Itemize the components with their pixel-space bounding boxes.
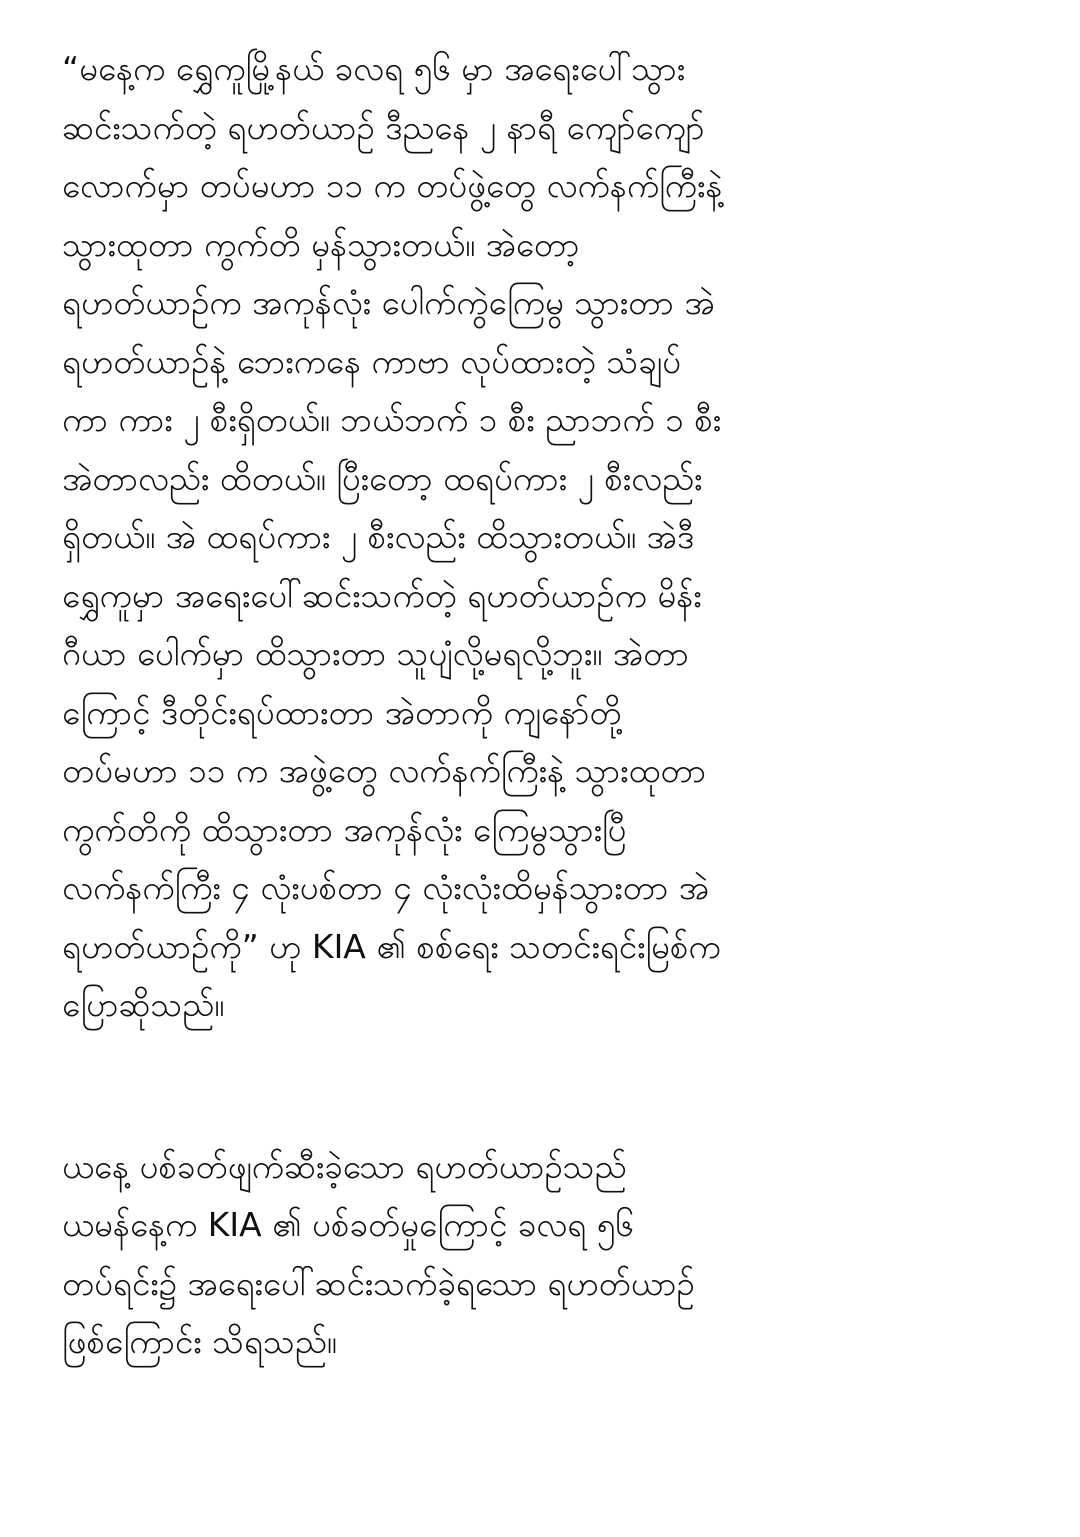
text-line: ကာ ကား ၂ စီးရှိတယ်။ ဘယ်ဘက် ၁ စီး ညာဘက် ၁ စီး bbox=[62, 400, 722, 439]
text-line: ဆင်းသက်တဲ့ ရဟတ်ယာဉ် ဒီညနေ ၂ နာရီ ကျော်ကျော် bbox=[62, 107, 705, 147]
text-line: ဂီယာ ပေါက်မှာ ထိသွားတာ သူပျံလို့မရလို့ဘူး။ အဲတာ bbox=[62, 634, 689, 673]
text-line: အဲတာလည်း ထိတယ်။ ပြီးတော့ ထရပ်ကား ၂ စီးလည်း bbox=[62, 458, 703, 498]
text-line: ရွှေကူမှာ အရေးပေါ်ဆင်းသက်တဲ့ ရဟတ်ယာဉ်က မိန်း bbox=[62, 575, 702, 615]
text-line: သွားထုတာ ကွက်တိ မှန်သွားတယ်။ အဲတော့ bbox=[62, 224, 580, 264]
paragraph-spacer bbox=[62, 1035, 1022, 1138]
paragraph-summary bbox=[62, 1138, 1022, 1372]
text-line: “မနေ့က ရွှေကူမြို့နယ် ခလရ ၅၆ မှာ အရေးပေါ်သွား bbox=[62, 49, 686, 88]
text-line: ရဟတ်ယာဉ်နဲ့ ဘေးကနေ ကာဗာ လုပ်ထားတဲ့ သံချပ် bbox=[62, 341, 681, 381]
text-line: ကြောင့် ဒီတိုင်းရပ်ထားတာ အဲတာကို ကျနော်တို့ bbox=[62, 692, 622, 732]
text-line: ဖြစ်ကြောင်း သိရသည်။ bbox=[62, 1322, 337, 1361]
text-line: ပြောဆိုသည်။ bbox=[62, 985, 225, 1024]
text-line: လောက်မှာ တပ်မဟာ ၁၁ က တပ်ဖွဲ့တွေ လက်နက်ကြီးနဲ့ bbox=[62, 166, 723, 205]
text-line: ရဟတ်ယာဉ်ကို” ဟု KIA ၏ စစ်ရေး သတင်းရင်းမြစ်က bbox=[62, 926, 721, 966]
text-line: ကွက်တိကို ထိသွားတာ အကုန်လုံး ကြေမွသွားပြီ bbox=[62, 809, 627, 849]
text-line: လက်နက်ကြီး ၄ လုံးပစ်တာ ၄ လုံးလုံးထိမှန်သွားတာ အဲ bbox=[62, 868, 710, 907]
paragraph-quote bbox=[62, 40, 1022, 1035]
article-body bbox=[62, 40, 1022, 1372]
text-line: တပ်ရင်း၌ အရေးပေါ်ဆင်းသက်ခဲ့ရသော ရဟတ်ယာဉ် bbox=[62, 1263, 695, 1303]
text-line: ရှိတယ်။ အဲ ထရပ်ကား ၂ စီးလည်း ထိသွားတယ်။ အဲဒီ bbox=[62, 517, 695, 556]
text-line: တပ်မဟာ ၁၁ က အဖွဲ့တွေ လက်နက်ကြီးနဲ့ သွားထုတာ bbox=[62, 751, 707, 790]
text-line: ယနေ့ ပစ်ခတ်ဖျက်ဆီးခဲ့သော ရဟတ်ယာဉ်သည် bbox=[62, 1146, 627, 1186]
text-line: ရဟတ်ယာဉ်က အကုန်လုံး ပေါက်ကွဲကြေမွ သွားတာ အဲ bbox=[62, 283, 715, 322]
text-line: ယမန်နေ့က KIA ၏ ပစ်ခတ်မှုကြောင့် ခလရ ၅၆ bbox=[62, 1205, 634, 1244]
